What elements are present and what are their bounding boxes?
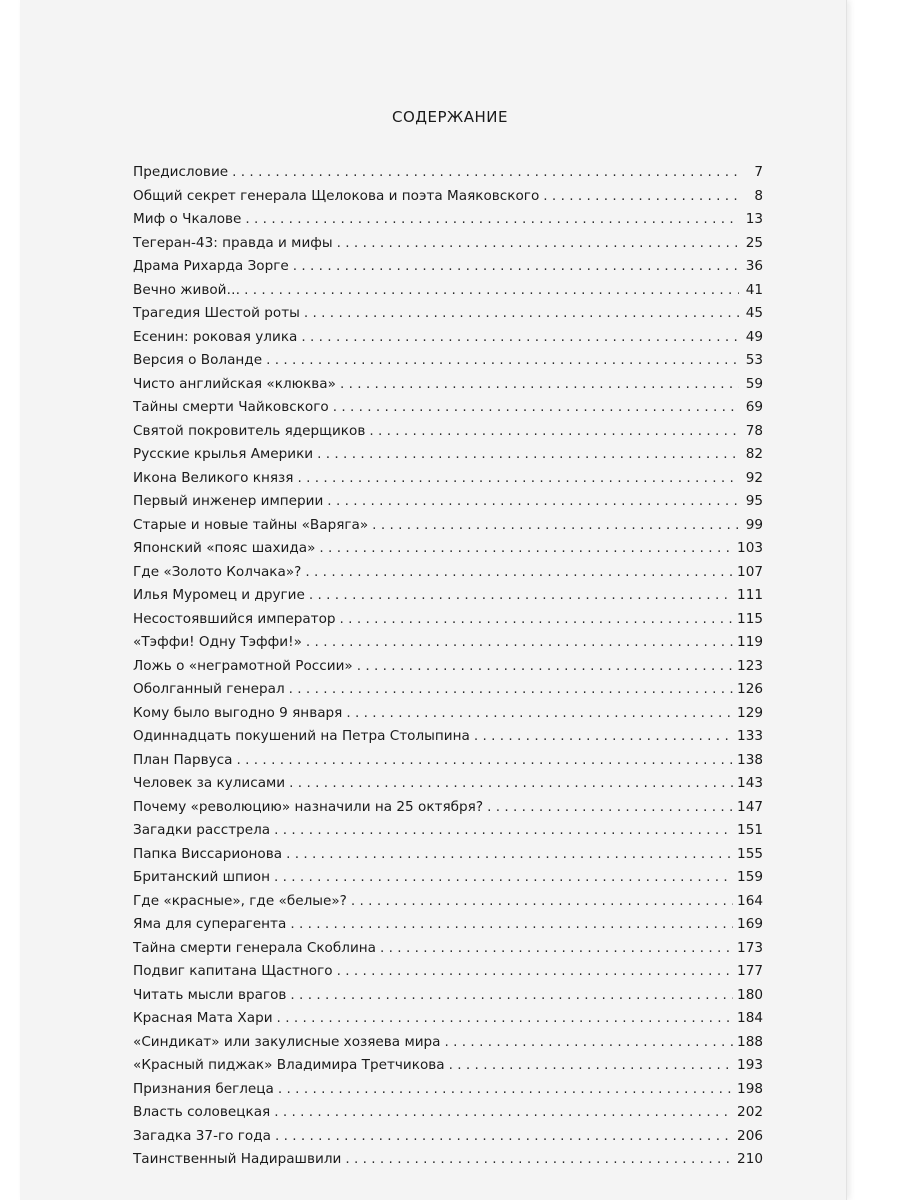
dot-leader [274, 819, 733, 843]
toc-entry-page-number: 115 [737, 610, 763, 627]
dot-leader [357, 655, 733, 679]
toc-entry [133, 984, 763, 1008]
dot-leader [245, 208, 739, 232]
dot-leader [351, 890, 733, 914]
toc-entry [133, 702, 763, 726]
dot-leader [304, 302, 739, 326]
dot-leader [289, 678, 733, 702]
toc-entry-page-number: 103 [737, 540, 763, 556]
toc-entry-title: Признания беглеца [133, 1080, 274, 1097]
toc-entry [133, 631, 763, 655]
toc-entry [133, 208, 763, 232]
toc-entry-page-number: 177 [737, 963, 763, 979]
toc-entry [133, 960, 763, 984]
toc-entry-title: Трагедия Шестой роты [133, 305, 300, 321]
dot-leader [327, 490, 739, 514]
toc-entry-page-number: 126 [737, 681, 763, 697]
toc-entry [133, 890, 763, 914]
toc-entry-title: Миф о Чкалове [133, 211, 242, 227]
toc-entry [133, 396, 763, 420]
dot-leader [487, 796, 733, 820]
toc-entry-title: «Тэффи! Одну Тэффи!» [133, 634, 302, 650]
toc-entry [133, 866, 763, 890]
toc-entry [133, 537, 763, 561]
toc-entry [133, 725, 763, 749]
toc-entry-page-number: 95 [745, 493, 763, 509]
toc-entry-title: Тайна смерти генерала Скоблина [133, 939, 377, 956]
dot-leader [274, 866, 733, 890]
toc-entry-page-number: 198 [737, 1080, 763, 1097]
dot-leader [474, 725, 733, 749]
toc-entry-title: Илья Муромец и другие [133, 587, 305, 603]
toc-entry [133, 443, 763, 467]
toc-entry-title: Старые и новые тайны «Варяга» [133, 516, 369, 533]
dot-leader [289, 772, 733, 796]
toc-entry-page-number: 82 [745, 446, 763, 462]
dot-leader [449, 1054, 733, 1078]
dot-leader [380, 937, 733, 961]
dot-leader [274, 1101, 733, 1125]
toc-entry [133, 420, 763, 444]
toc-entry [133, 279, 763, 303]
dot-leader [278, 1078, 733, 1102]
toc-entry-page-number: 123 [737, 657, 763, 674]
toc-entry [133, 514, 763, 538]
toc-entry [133, 326, 763, 350]
toc-entry [133, 819, 763, 843]
toc-entry-page-number: 41 [745, 281, 763, 298]
toc-entry-page-number: 210 [737, 1151, 763, 1167]
toc-entry [133, 937, 763, 961]
dot-leader [301, 326, 739, 350]
dot-leader [275, 1125, 733, 1149]
toc-entry [133, 1054, 763, 1078]
toc-entry-page-number: 92 [745, 469, 763, 486]
toc-entry [133, 1007, 763, 1031]
toc-entry [133, 1031, 763, 1055]
toc-entry-page-number: 78 [745, 422, 763, 439]
toc-entry-page-number: 151 [737, 822, 763, 838]
toc-entry-title: Тегеран-43: правда и мифы [133, 234, 333, 251]
toc-entry [133, 161, 763, 185]
toc-entry-title: Вечно живой… [133, 281, 241, 298]
toc-entry [133, 1101, 763, 1125]
toc-entry-title: Почему «революцию» назначили на 25 октября? [133, 798, 484, 815]
toc-entry [133, 1078, 763, 1102]
dot-leader [290, 984, 733, 1008]
toc-entry-page-number: 138 [737, 751, 763, 768]
toc-entry-page-number: 147 [737, 798, 763, 815]
toc-entry-title: Читать мысли врагов [133, 986, 287, 1003]
toc-entry-title: Подвиг капитана Щастного [133, 963, 333, 979]
toc-entry-page-number: 129 [737, 704, 763, 721]
toc-entry-title: План Парвуса [133, 751, 233, 768]
toc-entry [133, 255, 763, 279]
toc-entry-title: «Красный пиджак» Владимира Третчикова [133, 1057, 445, 1073]
toc-entry-page-number: 25 [745, 234, 763, 251]
toc-entry-title: Несостоявшийся император [133, 610, 336, 627]
dot-leader [306, 631, 733, 655]
toc-entry-page-number: 7 [754, 164, 763, 180]
toc-entry-title: Оболганный генерал [133, 681, 285, 697]
toc-entry-page-number: 119 [737, 634, 763, 650]
toc-entry-title: Власть соловецкая [133, 1104, 271, 1120]
toc-entry [133, 913, 763, 937]
toc-entry-page-number: 99 [745, 516, 763, 533]
dot-leader [290, 913, 733, 937]
dot-leader [277, 1007, 734, 1031]
dot-leader [319, 537, 733, 561]
toc-entry-page-number: 202 [737, 1104, 763, 1120]
toc-entry-title: Загадка 37-го года [133, 1127, 271, 1144]
toc-entry-page-number: 8 [754, 187, 763, 204]
dot-leader [266, 349, 739, 373]
toc-entry [133, 772, 763, 796]
toc-entry [133, 796, 763, 820]
toc-entry-page-number: 164 [737, 892, 763, 909]
page-title: СОДЕРЖАНИЕ [392, 108, 508, 126]
toc-entry-title: Папка Виссарионова [133, 845, 283, 862]
toc-entry-title: Яма для суперагента [133, 916, 287, 932]
dot-leader [317, 443, 739, 467]
toc-entry [133, 749, 763, 773]
toc-entry-page-number: 45 [745, 305, 763, 321]
toc-entry-title: Человек за кулисами [133, 775, 286, 791]
toc-entry [133, 655, 763, 679]
toc-entry-page-number: 193 [737, 1057, 763, 1073]
toc-entry-page-number: 36 [745, 258, 763, 274]
toc-entry-title: Версия о Воланде [133, 352, 263, 368]
dot-leader [543, 185, 739, 209]
toc-entry-page-number: 184 [737, 1010, 763, 1026]
dot-leader [345, 1148, 733, 1172]
dot-leader [340, 373, 739, 397]
toc-entry [133, 608, 763, 632]
toc-entry [133, 584, 763, 608]
toc-entry-title: Икона Великого князя [133, 469, 294, 486]
toc-entry-title: Где «красные», где «белые»? [133, 892, 347, 909]
toc-entry [133, 232, 763, 256]
toc-entry-title: Предисловие [133, 164, 229, 180]
toc-entry [133, 561, 763, 585]
toc-entry-page-number: 13 [745, 211, 763, 227]
dot-leader [293, 255, 739, 279]
toc-entry-title: Тайны смерти Чайковского [133, 399, 329, 415]
toc-entry [133, 349, 763, 373]
toc-entry-page-number: 159 [737, 869, 763, 885]
toc-entry-title: «Синдикат» или закулисные хозяева мира [133, 1033, 441, 1050]
toc-entry-page-number: 53 [745, 352, 763, 368]
toc-entry-page-number: 143 [737, 775, 763, 791]
toc-entry [133, 185, 763, 209]
dot-leader [309, 584, 733, 608]
toc-entry-page-number: 59 [745, 375, 763, 392]
dot-leader [244, 279, 739, 303]
toc-entry-title: Русские крылья Америки [133, 446, 314, 462]
dot-leader [297, 467, 739, 491]
toc-entry-title: Загадки расстрела [133, 822, 271, 838]
dot-leader [445, 1031, 734, 1055]
toc-entry-page-number: 107 [737, 563, 763, 580]
toc-entry-page-number: 188 [737, 1033, 763, 1050]
toc-entry-title: Святой покровитель ядерщиков [133, 422, 366, 439]
toc-entry-page-number: 49 [745, 328, 763, 345]
toc-entry [133, 678, 763, 702]
dot-leader [305, 561, 733, 585]
dot-leader [346, 702, 733, 726]
toc-entry [133, 1125, 763, 1149]
toc-entry [133, 843, 763, 867]
toc-entry-title: Кому было выгодно 9 января [133, 704, 343, 721]
toc-entry-page-number: 155 [737, 845, 763, 862]
toc-entry-page-number: 180 [737, 986, 763, 1003]
toc-entry-page-number: 169 [737, 916, 763, 932]
toc-entry-title: Где «Золото Колчака»? [133, 563, 302, 580]
toc-entry-title: Чисто английская «клюква» [133, 375, 336, 392]
toc-entry-title: Ложь о «неграмотной России» [133, 657, 353, 674]
dot-leader [369, 420, 739, 444]
toc-entry-page-number: 111 [737, 587, 763, 603]
toc-entry [133, 373, 763, 397]
dot-leader [232, 161, 739, 185]
toc-entry-title: Есенин: роковая улика [133, 328, 298, 345]
toc-entry [133, 302, 763, 326]
toc-entry-page-number: 206 [737, 1127, 763, 1144]
toc-entry-title: Красная Мата Хари [133, 1010, 273, 1026]
toc-entry-title: Британский шпион [133, 869, 270, 885]
dot-leader [337, 960, 733, 984]
toc-entry-page-number: 173 [737, 939, 763, 956]
toc-entry-title: Японский «пояс шахида» [133, 540, 316, 556]
dot-leader [372, 514, 739, 538]
toc-entry-title: Таинственный Надирашвили [133, 1151, 342, 1167]
toc-entry-title: Драма Рихарда Зорге [133, 258, 289, 274]
toc-entry-page-number: 133 [737, 728, 763, 744]
toc-entry [133, 467, 763, 491]
dot-leader [333, 396, 739, 420]
toc-entry-title: Первый инженер империи [133, 493, 324, 509]
table-of-contents [133, 161, 763, 1172]
dot-leader [340, 608, 734, 632]
toc-entry-page-number: 69 [745, 399, 763, 415]
toc-entry-title: Одиннадцать покушений на Петра Столыпина [133, 728, 470, 744]
dot-leader [286, 843, 733, 867]
dot-leader [337, 232, 739, 256]
dot-leader [237, 749, 734, 773]
toc-entry-title: Общий секрет генерала Щелокова и поэта Маяковского [133, 187, 540, 204]
toc-entry [133, 1148, 763, 1172]
toc-entry [133, 490, 763, 514]
